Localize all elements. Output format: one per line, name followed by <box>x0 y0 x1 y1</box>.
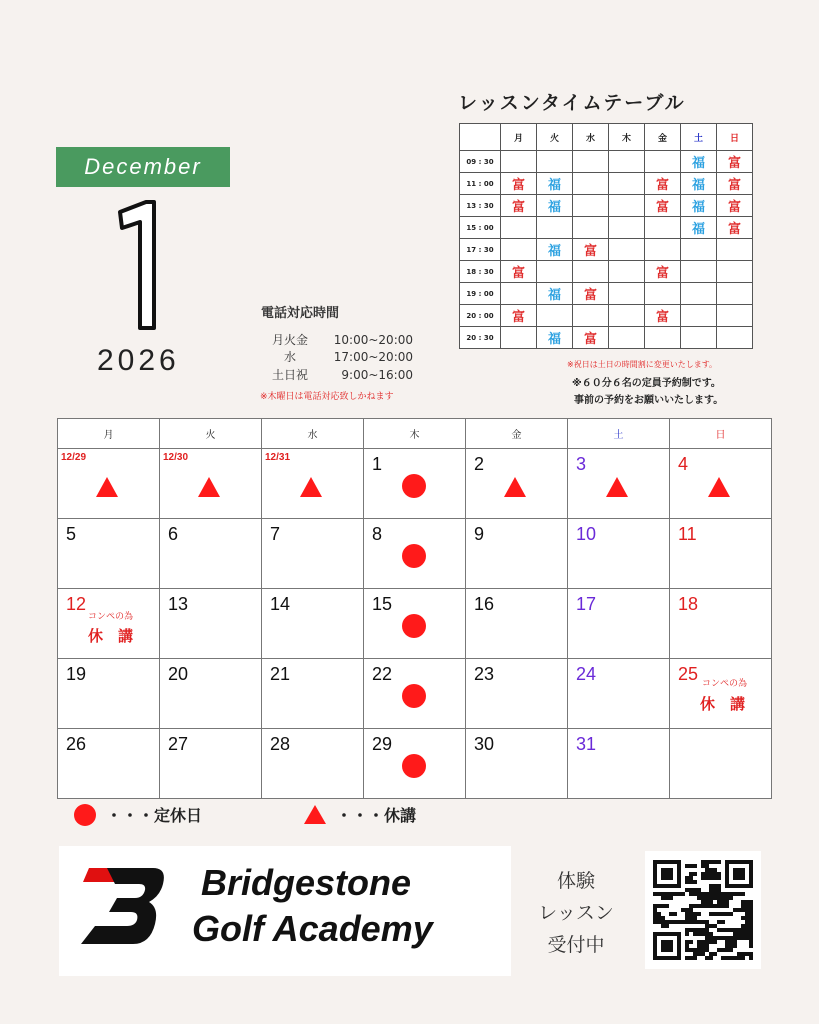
calendar-day <box>568 589 670 659</box>
calendar-week <box>58 729 772 799</box>
calendar-day <box>670 659 772 729</box>
day-number: 5 <box>66 524 77 544</box>
timetable-slot <box>681 327 717 349</box>
timetable-slot <box>573 173 609 195</box>
day-number: 13 <box>168 594 189 614</box>
calendar-weekday: 金 <box>466 419 568 449</box>
day-number: 28 <box>270 734 291 754</box>
timetable-day: 水 <box>573 124 609 151</box>
timetable-slot: 富 <box>501 173 537 195</box>
timetable-slot: 富 <box>645 195 681 217</box>
timetable-day: 日 <box>717 124 753 151</box>
timetable-row <box>460 239 753 261</box>
timetable-slot: 富 <box>717 173 753 195</box>
calendar-day <box>58 729 160 799</box>
trial-text-line2: レッスン <box>538 902 614 924</box>
phone-row-time: 10:00~20:00 <box>333 333 413 347</box>
timetable-slot <box>573 261 609 283</box>
timetable-slot: 富 <box>573 283 609 305</box>
timetable-title: レッスンタイムテーブル <box>458 92 686 114</box>
calendar-day <box>466 589 568 659</box>
timetable-row <box>460 261 753 283</box>
cancel-reason: コンペの為 <box>88 612 134 622</box>
calendar-day <box>568 519 670 589</box>
timetable-row <box>460 195 753 217</box>
timetable-slot <box>501 239 537 261</box>
calendar-weekday-row <box>58 419 772 449</box>
timetable-slot: 富 <box>717 151 753 173</box>
timetable-slot <box>573 217 609 239</box>
no-lesson-label: 休 講 <box>700 695 746 713</box>
day-number: 27 <box>168 734 189 754</box>
cancel-reason: コンペの為 <box>702 679 748 689</box>
timetable-row <box>460 151 753 173</box>
no-lesson-triangle-icon <box>606 477 628 497</box>
day-number: 12 <box>66 594 87 614</box>
trial-text-line1: 体験 <box>556 870 595 892</box>
timetable-row <box>460 173 753 195</box>
timetable-slot <box>609 327 645 349</box>
day-number: 7 <box>270 524 281 544</box>
calendar-day <box>160 519 262 589</box>
timetable-time: 09 : 30 <box>460 151 501 173</box>
timetable-slot <box>501 327 537 349</box>
no-lesson-triangle-icon <box>708 477 730 497</box>
timetable-slot <box>573 195 609 217</box>
no-lesson-triangle-icon <box>300 477 322 497</box>
day-number: 31 <box>576 734 597 754</box>
calendar-day <box>262 519 364 589</box>
timetable-slot <box>681 239 717 261</box>
no-lesson-label: ・・・休講 <box>336 806 417 825</box>
timetable-slot: 福 <box>681 151 717 173</box>
phone-row-label: 月火金 <box>271 333 308 347</box>
timetable-slot <box>645 151 681 173</box>
calendar-day <box>58 519 160 589</box>
timetable-slot <box>537 305 573 327</box>
calendar-day <box>568 449 670 519</box>
phone-row <box>262 331 413 348</box>
lesson-timetable <box>459 123 753 349</box>
calendar-weekday: 火 <box>160 419 262 449</box>
day-number: 14 <box>270 594 291 614</box>
phone-hours-title: 電話対応時間 <box>261 306 340 321</box>
timetable-slot: 福 <box>537 327 573 349</box>
timetable-slot: 富 <box>501 195 537 217</box>
no-lesson-triangle-icon <box>198 477 220 497</box>
timetable-holiday-note: ※祝日は土日の時間割に変更いたします。 <box>567 360 718 369</box>
calendar-day <box>670 519 772 589</box>
timetable-slot <box>609 195 645 217</box>
calendar-day <box>568 729 670 799</box>
phone-note: ※木曜日は電話対応致しかねます <box>260 392 394 402</box>
no-lesson-label: 休 講 <box>88 627 134 645</box>
day-number: 10 <box>576 524 597 544</box>
timetable-slot <box>609 173 645 195</box>
calendar-weekday: 日 <box>670 419 772 449</box>
closed-day-label: ・・・定休日 <box>106 806 203 825</box>
timetable-slot: 富 <box>645 261 681 283</box>
day-number: 22 <box>372 664 393 684</box>
calendar-day <box>670 729 772 799</box>
day-number: 12/31 <box>265 452 291 463</box>
calendar-day <box>262 729 364 799</box>
timetable-slot <box>537 261 573 283</box>
phone-row-time: 17:00~20:00 <box>333 350 413 364</box>
timetable-header-row <box>460 124 753 151</box>
timetable-row <box>460 283 753 305</box>
timetable-slot: 福 <box>537 239 573 261</box>
day-number: 18 <box>678 594 699 614</box>
calendar-day <box>364 589 466 659</box>
timetable-slot: 富 <box>501 261 537 283</box>
year: 2026 <box>97 344 180 377</box>
timetable-slot <box>609 261 645 283</box>
day-number: 12/29 <box>61 452 87 463</box>
closed-day-circle-icon <box>402 684 426 708</box>
calendar-week <box>58 589 772 659</box>
timetable-slot: 福 <box>681 217 717 239</box>
day-number: 16 <box>474 594 495 614</box>
timetable-slot <box>717 239 753 261</box>
timetable-day: 金 <box>645 124 681 151</box>
timetable-slot: 富 <box>645 305 681 327</box>
month-calendar <box>57 418 772 799</box>
timetable-time: 18 : 30 <box>460 261 501 283</box>
calendar-weekday: 土 <box>568 419 670 449</box>
timetable-time: 15 : 00 <box>460 217 501 239</box>
timetable-corner <box>460 124 501 151</box>
calendar-day <box>262 659 364 729</box>
calendar-week <box>58 519 772 589</box>
day-number: 11 <box>678 524 697 544</box>
timetable-row <box>460 327 753 349</box>
no-lesson-triangle-icon <box>504 477 526 497</box>
timetable-slot <box>573 305 609 327</box>
calendar-day <box>364 659 466 729</box>
timetable-slot <box>609 305 645 327</box>
day-number: 3 <box>576 454 587 474</box>
timetable-slot <box>537 151 573 173</box>
calendar-day <box>160 589 262 659</box>
calendar-day <box>466 519 568 589</box>
phone-row <box>262 366 413 383</box>
timetable-slot <box>573 151 609 173</box>
day-number: 30 <box>474 734 495 754</box>
timetable-slot <box>717 327 753 349</box>
timetable-slot: 富 <box>573 327 609 349</box>
closed-day-circle-icon <box>402 544 426 568</box>
day-number: 23 <box>474 664 495 684</box>
timetable-slot <box>609 151 645 173</box>
calendar-day <box>262 449 364 519</box>
legend <box>74 803 416 826</box>
calendar-day <box>58 449 160 519</box>
timetable-slot <box>717 305 753 327</box>
day-number: 17 <box>576 594 597 614</box>
timetable-day: 火 <box>537 124 573 151</box>
calendar-weekday: 月 <box>58 419 160 449</box>
timetable-slot <box>645 239 681 261</box>
trial-text-line3: 受付中 <box>547 934 605 956</box>
timetable-slot <box>645 217 681 239</box>
timetable-slot <box>609 239 645 261</box>
timetable-day: 土 <box>681 124 717 151</box>
month-badge: December <box>56 147 230 187</box>
closed-day-circle-icon <box>74 804 96 826</box>
timetable-slot <box>681 305 717 327</box>
calendar-day <box>466 659 568 729</box>
timetable-slot <box>609 283 645 305</box>
calendar-week <box>58 659 772 729</box>
calendar-day <box>670 449 772 519</box>
calendar-week <box>58 449 772 519</box>
day-number: 15 <box>372 594 393 614</box>
timetable-slot <box>501 283 537 305</box>
calendar-day <box>160 449 262 519</box>
calendar-day <box>568 659 670 729</box>
timetable-slot: 富 <box>501 305 537 327</box>
timetable-time: 20 : 00 <box>460 305 501 327</box>
timetable-row <box>460 305 753 327</box>
timetable-reservation-note: 事前の予約をお願いいたします。 <box>574 395 724 406</box>
timetable-slot <box>609 217 645 239</box>
timetable-slot <box>645 327 681 349</box>
timetable-slot <box>717 283 753 305</box>
timetable-slot <box>537 217 573 239</box>
timetable-time: 11 : 00 <box>460 173 501 195</box>
timetable-slot <box>717 261 753 283</box>
calendar-weekday: 木 <box>364 419 466 449</box>
timetable-slot: 福 <box>681 195 717 217</box>
calendar-day <box>670 589 772 659</box>
day-number: 9 <box>474 524 485 544</box>
day-number: 19 <box>66 664 87 684</box>
timetable-time: 20 : 30 <box>460 327 501 349</box>
timetable-day: 月 <box>501 124 537 151</box>
timetable-slot <box>645 283 681 305</box>
timetable-slot <box>501 217 537 239</box>
timetable-slot: 福 <box>537 195 573 217</box>
day-number: 6 <box>168 524 179 544</box>
day-number: 8 <box>372 524 383 544</box>
calendar-day <box>58 589 160 659</box>
calendar-day <box>364 449 466 519</box>
timetable-slot: 富 <box>717 195 753 217</box>
timetable-slot: 富 <box>573 239 609 261</box>
day-number: 20 <box>168 664 189 684</box>
timetable-time: 19 : 00 <box>460 283 501 305</box>
day-number: 2 <box>474 454 485 474</box>
bridgestone-b-logo-icon <box>79 864 167 948</box>
brand-name-line1: Bridgestone <box>201 862 412 903</box>
timetable-slot <box>501 151 537 173</box>
timetable-slot: 富 <box>645 173 681 195</box>
qr-code-icon <box>653 860 753 960</box>
calendar-day <box>160 729 262 799</box>
day-number: 29 <box>372 734 393 754</box>
timetable-slot: 福 <box>537 283 573 305</box>
closed-day-circle-icon <box>402 614 426 638</box>
timetable-time: 13 : 30 <box>460 195 501 217</box>
qr-code[interactable] <box>645 851 761 969</box>
big-month-number <box>110 200 170 340</box>
no-lesson-triangle-icon <box>96 477 118 497</box>
timetable-day: 木 <box>609 124 645 151</box>
timetable-row <box>460 217 753 239</box>
phone-row-label: 土日祝 <box>271 368 308 382</box>
day-number: 1 <box>372 454 383 474</box>
calendar-day <box>466 729 568 799</box>
day-number: 25 <box>678 664 699 684</box>
calendar-day <box>262 589 364 659</box>
day-number: 12/30 <box>163 452 189 463</box>
timetable-slot: 富 <box>717 217 753 239</box>
calendar-day <box>466 449 568 519</box>
closed-day-circle-icon <box>402 754 426 778</box>
timetable-capacity-note: ※６０分６名の定員予約制です。 <box>572 378 721 389</box>
phone-row <box>262 348 413 365</box>
day-number: 26 <box>66 734 87 754</box>
timetable-slot <box>681 283 717 305</box>
calendar-day <box>58 659 160 729</box>
timetable-slot: 福 <box>537 173 573 195</box>
closed-day-circle-icon <box>402 474 426 498</box>
day-number: 21 <box>270 664 291 684</box>
no-lesson-triangle-icon <box>304 805 326 824</box>
timetable-slot: 福 <box>681 173 717 195</box>
calendar-weekday: 水 <box>262 419 364 449</box>
phone-row-label: 水 <box>283 350 296 364</box>
calendar-day <box>160 659 262 729</box>
day-number: 24 <box>576 664 597 684</box>
brand-name-line2: Golf Academy <box>192 908 433 949</box>
timetable-slot <box>681 261 717 283</box>
timetable-time: 17 : 30 <box>460 239 501 261</box>
calendar-day <box>364 519 466 589</box>
phone-row-time: 9:00~16:00 <box>341 368 413 382</box>
calendar-day <box>364 729 466 799</box>
day-number: 4 <box>678 454 689 474</box>
